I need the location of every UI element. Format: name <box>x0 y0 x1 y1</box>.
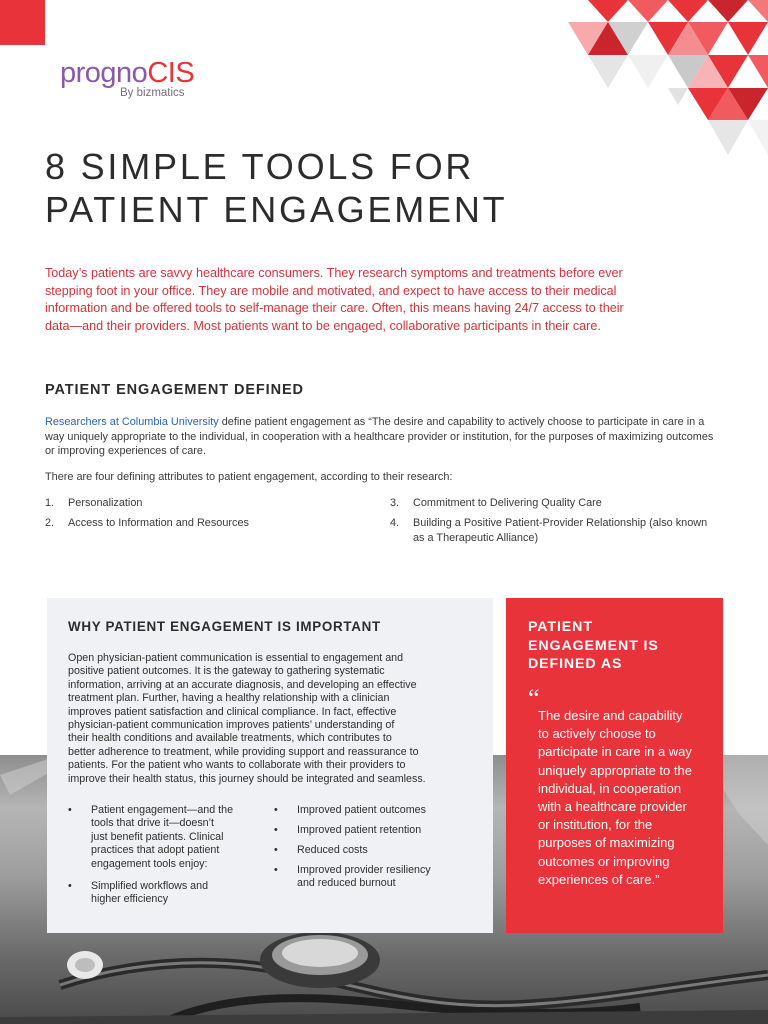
quote-line: experiences of care.” <box>538 871 660 887</box>
attribute-item-4 <box>390 516 730 546</box>
bullet-line: tools that drive it—doesn’t <box>91 817 214 830</box>
bullet-line: practices that adopt patient <box>91 844 220 857</box>
benefit-bullet-right-2 <box>274 824 474 838</box>
why-body-line: improve their health status, this journey should be integrated and seamless. <box>68 772 426 785</box>
bullet-text <box>91 804 233 871</box>
logo-tagline: By bizmatics <box>120 87 185 99</box>
attribute-item-1 <box>45 496 375 511</box>
callout-heading-line: ENGAGEMENT IS <box>528 637 659 654</box>
columbia-university-link[interactable]: Researchers at Columbia University <box>45 416 219 428</box>
attribute-text <box>413 516 707 545</box>
title-line-2: PATIENT ENGAGEMENT <box>45 189 508 230</box>
section-heading-defined: PATIENT ENGAGEMENT DEFINED <box>45 382 304 398</box>
quote-line: uniquely appropriate to the <box>538 762 692 778</box>
why-body-line: information, arriving at an accurate diagnosis, and developing an effective <box>68 678 417 691</box>
attribute-item-2 <box>45 516 375 531</box>
bullet-dot: • <box>274 824 278 836</box>
attribute-text: Access to Information and Resources <box>68 517 249 529</box>
benefit-bullet-right-4 <box>274 864 474 892</box>
callout-quote <box>538 707 718 889</box>
brand-logo <box>60 58 194 88</box>
benefit-bullet-left-2 <box>68 880 268 908</box>
bullet-line: higher efficiency <box>91 893 169 906</box>
callout-heading-line: DEFINED AS <box>528 656 623 672</box>
bullet-dot: • <box>68 880 72 892</box>
bullet-text: Improved patient retention <box>297 824 422 836</box>
attribute-number: 2. <box>45 517 55 529</box>
page-title <box>45 145 507 231</box>
attribute-text-line-1: Building a Positive Patient-Provider Relationship (also known <box>413 517 708 529</box>
quote-line: to actively choose to <box>538 726 656 742</box>
quote-line: individual, in cooperation <box>538 780 682 796</box>
logo-part-cis: CIS <box>147 57 195 89</box>
quote-line: with a healthcare provider <box>538 799 687 815</box>
logo-wordmark <box>60 58 194 88</box>
callout-heading <box>528 618 708 674</box>
why-body-line: physician-patient communication improves patients’ understanding of <box>68 719 395 732</box>
bullet-dot: • <box>274 844 278 856</box>
benefit-bullet-right-1 <box>274 804 474 818</box>
bullet-line: Simplified workflows and <box>91 880 209 892</box>
why-body-text <box>68 652 434 786</box>
bullet-line: just benefit patients. Clinical <box>91 830 224 843</box>
why-body-line: better adherence to treatment, while providing support and reassurance to <box>68 745 419 758</box>
attribute-text-line-2: as a Therapeutic Alliance) <box>413 531 539 544</box>
why-body-line: their health conditions and available treatments, which contributes to <box>68 732 392 745</box>
attribute-item-3 <box>390 496 730 511</box>
bullet-line: Improved provider resiliency <box>297 864 431 876</box>
why-body-line: patients. For the patient who wants to collaborate with their providers to <box>68 759 406 772</box>
benefit-bullet-left-1 <box>68 804 268 874</box>
definition-callout-panel <box>506 598 723 933</box>
quote-line: purposes of maximizing <box>538 835 675 851</box>
benefit-bullet-right-3 <box>274 844 474 858</box>
why-body-line: treatment plan. Further, having a healthy relationship with a clinician <box>68 692 390 705</box>
definition-text: define patient engagement as “The desire and capability to actively choose to participate in care in a way uniquely appropriate to the individual, in cooperation with a healthcare provider or institution, for the purposes of maximizing outcomes or improving experiences of care. <box>45 416 714 457</box>
attributes-intro: There are four defining attributes to patient engagement, according to their research: <box>45 471 453 483</box>
bullet-dot: • <box>274 804 278 816</box>
logo-part-progno: progno <box>60 57 148 89</box>
why-body-line: improves patient satisfaction and clinical compliance. In fact, effective <box>68 705 397 718</box>
attribute-number: 1. <box>45 497 55 509</box>
bullet-line: Patient engagement—and the <box>91 804 234 816</box>
open-quote-icon: “ <box>528 684 540 713</box>
why-engagement-panel <box>47 598 493 933</box>
why-body-line: Open physician-patient communication is essential to engagement and <box>68 652 404 664</box>
definition-paragraph <box>45 415 725 459</box>
attribute-number: 3. <box>390 497 400 509</box>
attribute-number: 4. <box>390 517 400 529</box>
quote-line: participate in care in a way <box>538 744 692 760</box>
bullet-text <box>297 864 431 891</box>
title-line-1: 8 SIMPLE TOOLS FOR <box>45 146 475 187</box>
bullet-text: Improved patient outcomes <box>297 804 426 816</box>
quote-line: The desire and capability <box>538 708 683 723</box>
corner-accent-block <box>0 0 45 45</box>
callout-heading-line: PATIENT <box>528 619 593 635</box>
triangle-pattern-graphic <box>548 0 768 170</box>
why-heading: WHY PATIENT ENGAGEMENT IS IMPORTANT <box>68 619 381 634</box>
attribute-text: Personalization <box>68 497 143 509</box>
attribute-text: Commitment to Delivering Quality Care <box>413 497 602 509</box>
bullet-dot: • <box>68 804 72 816</box>
why-body-line: positive patient outcomes. It is the gateway to gathering systematic <box>68 665 385 678</box>
bullet-text: Reduced costs <box>297 844 368 856</box>
bullet-text <box>91 880 208 907</box>
bullet-line: and reduced burnout <box>297 877 396 890</box>
bullet-dot: • <box>274 864 278 876</box>
bullet-line: engagement tools enjoy: <box>91 857 208 870</box>
quote-line: outcomes or improving <box>538 853 670 869</box>
quote-line: or institution, for the <box>538 817 653 833</box>
intro-paragraph: Today’s patients are savvy healthcare consumers. They research symptoms and treatments before ever stepping foot in your office. They are mobile and motivated, and expect to have access to their medical information and be offered tools to self-manage their care. Often, this means having 24/7 access to their data—and their providers. Most patients want to be engaged, collaborative participants in their care. <box>45 266 624 333</box>
